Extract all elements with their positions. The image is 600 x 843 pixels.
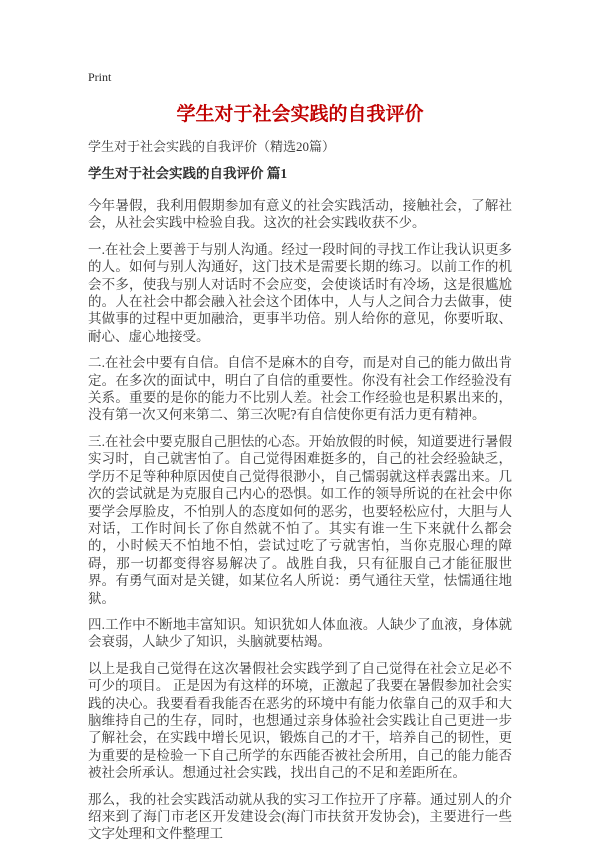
paragraph-summary: 以上是我自己觉得在这次暑假社会实践学到了自己觉得在社会立足必不可少的项目。 正是因为有这样的环境，正激起了我要在暑假参加社会实践的决心。我要看看我能否在恶劣的环境中有能力依靠自己的双手和大脑维持自己的生存，同时，也想通过亲身体验社会实践让自己更进一步了解社会，在实践中增长见识，锻炼自己的才干，培养自己的韧性，更为重要的是检验一下自己所学的东西能否被社会所用，自己的能力能否被社会所承认。想通过社会实践，找出自己的不足和差距所在。 [88, 660, 512, 781]
paragraph-intro: 今年暑假，我利用假期参加有意义的社会实践活动，接触社会，了解社会，从社会实践中检验自我。这次的社会实践收获不少。 [88, 198, 512, 231]
paragraph-point-4: 四.工作中不断地丰富知识。知识犹如人体血液。人缺少了血液，身体就会衰弱，人缺少了知识，头脑就要枯竭。 [88, 616, 512, 650]
section-heading: 学生对于社会实践的自我评价 篇1 [88, 166, 288, 181]
paragraph-point-1: 一.在社会上要善于与别人沟通。经过一段时间的寻找工作让我认识更多的人。如何与别人沟通好，这门技术是需要长期的练习。以前工作的机会不多，使我与别人对话时不会应变，会使谈话时有冷场，这是很尴尬的。人在社会中都会融入社会这个团体中，人与人之间合力去做事，使其做事的过程中更加融洽，更事半功倍。别人给你的意见，你要听取、耐心、虚心地接受。 [88, 241, 512, 344]
paragraph-internship: 那么，我的社会实践活动就从我的实习工作拉开了序幕。通过别人的介绍来到了海门市老区开发建设会(海门市扶贫开发协会)，主要进行一些文字处理和文件整理工 [88, 791, 512, 842]
article-body [88, 197, 512, 843]
paragraph-point-2: 二.在社会中要有自信。自信不是麻木的自夸，而是对自己的能力做出肯定。在多次的面试中，明白了自信的重要性。你没有社会工作经验没有关系。重要的是你的能力不比别人差。社会工作经验也是积累出来的，没有第一次又何来第二、第三次呢?有自信使你更有活力更有精神。 [88, 355, 512, 423]
paragraph-point-3: 三.在社会中要克服自己胆怯的心态。开始放假的时候，知道要进行暑假实习时，自己就害怕了。自己觉得困难挺多的，自己的社会经验缺乏，学历不足等种种原因使自己觉得很渺小，自己懦弱就这样表露出来。几次的尝试就是为克服自己内心的恐惧。如工作的领导所说的在社会中你要学会厚脸皮，不怕别人的态度如何的恶劣，也要轻松应付，大胆与人对话，工作时间长了你自然就不怕了。其实有谁一生下来就什么都会的，小时候天不怕地不怕，尝试过吃了亏就害怕，当你克服心理的障碍，那一切都变得容易解决了。战胜自我，只有征服自己才能征服世界。有勇气面对是关键，如某位名人所说：勇气通往天堂，怯懦通往地狱。 [88, 433, 512, 606]
subtitle: 学生对于社会实践的自我评价（精选20篇） [88, 139, 336, 154]
page-title: 学生对于社会实践的自我评价 [176, 104, 424, 125]
print-link[interactable]: Print [88, 70, 112, 84]
